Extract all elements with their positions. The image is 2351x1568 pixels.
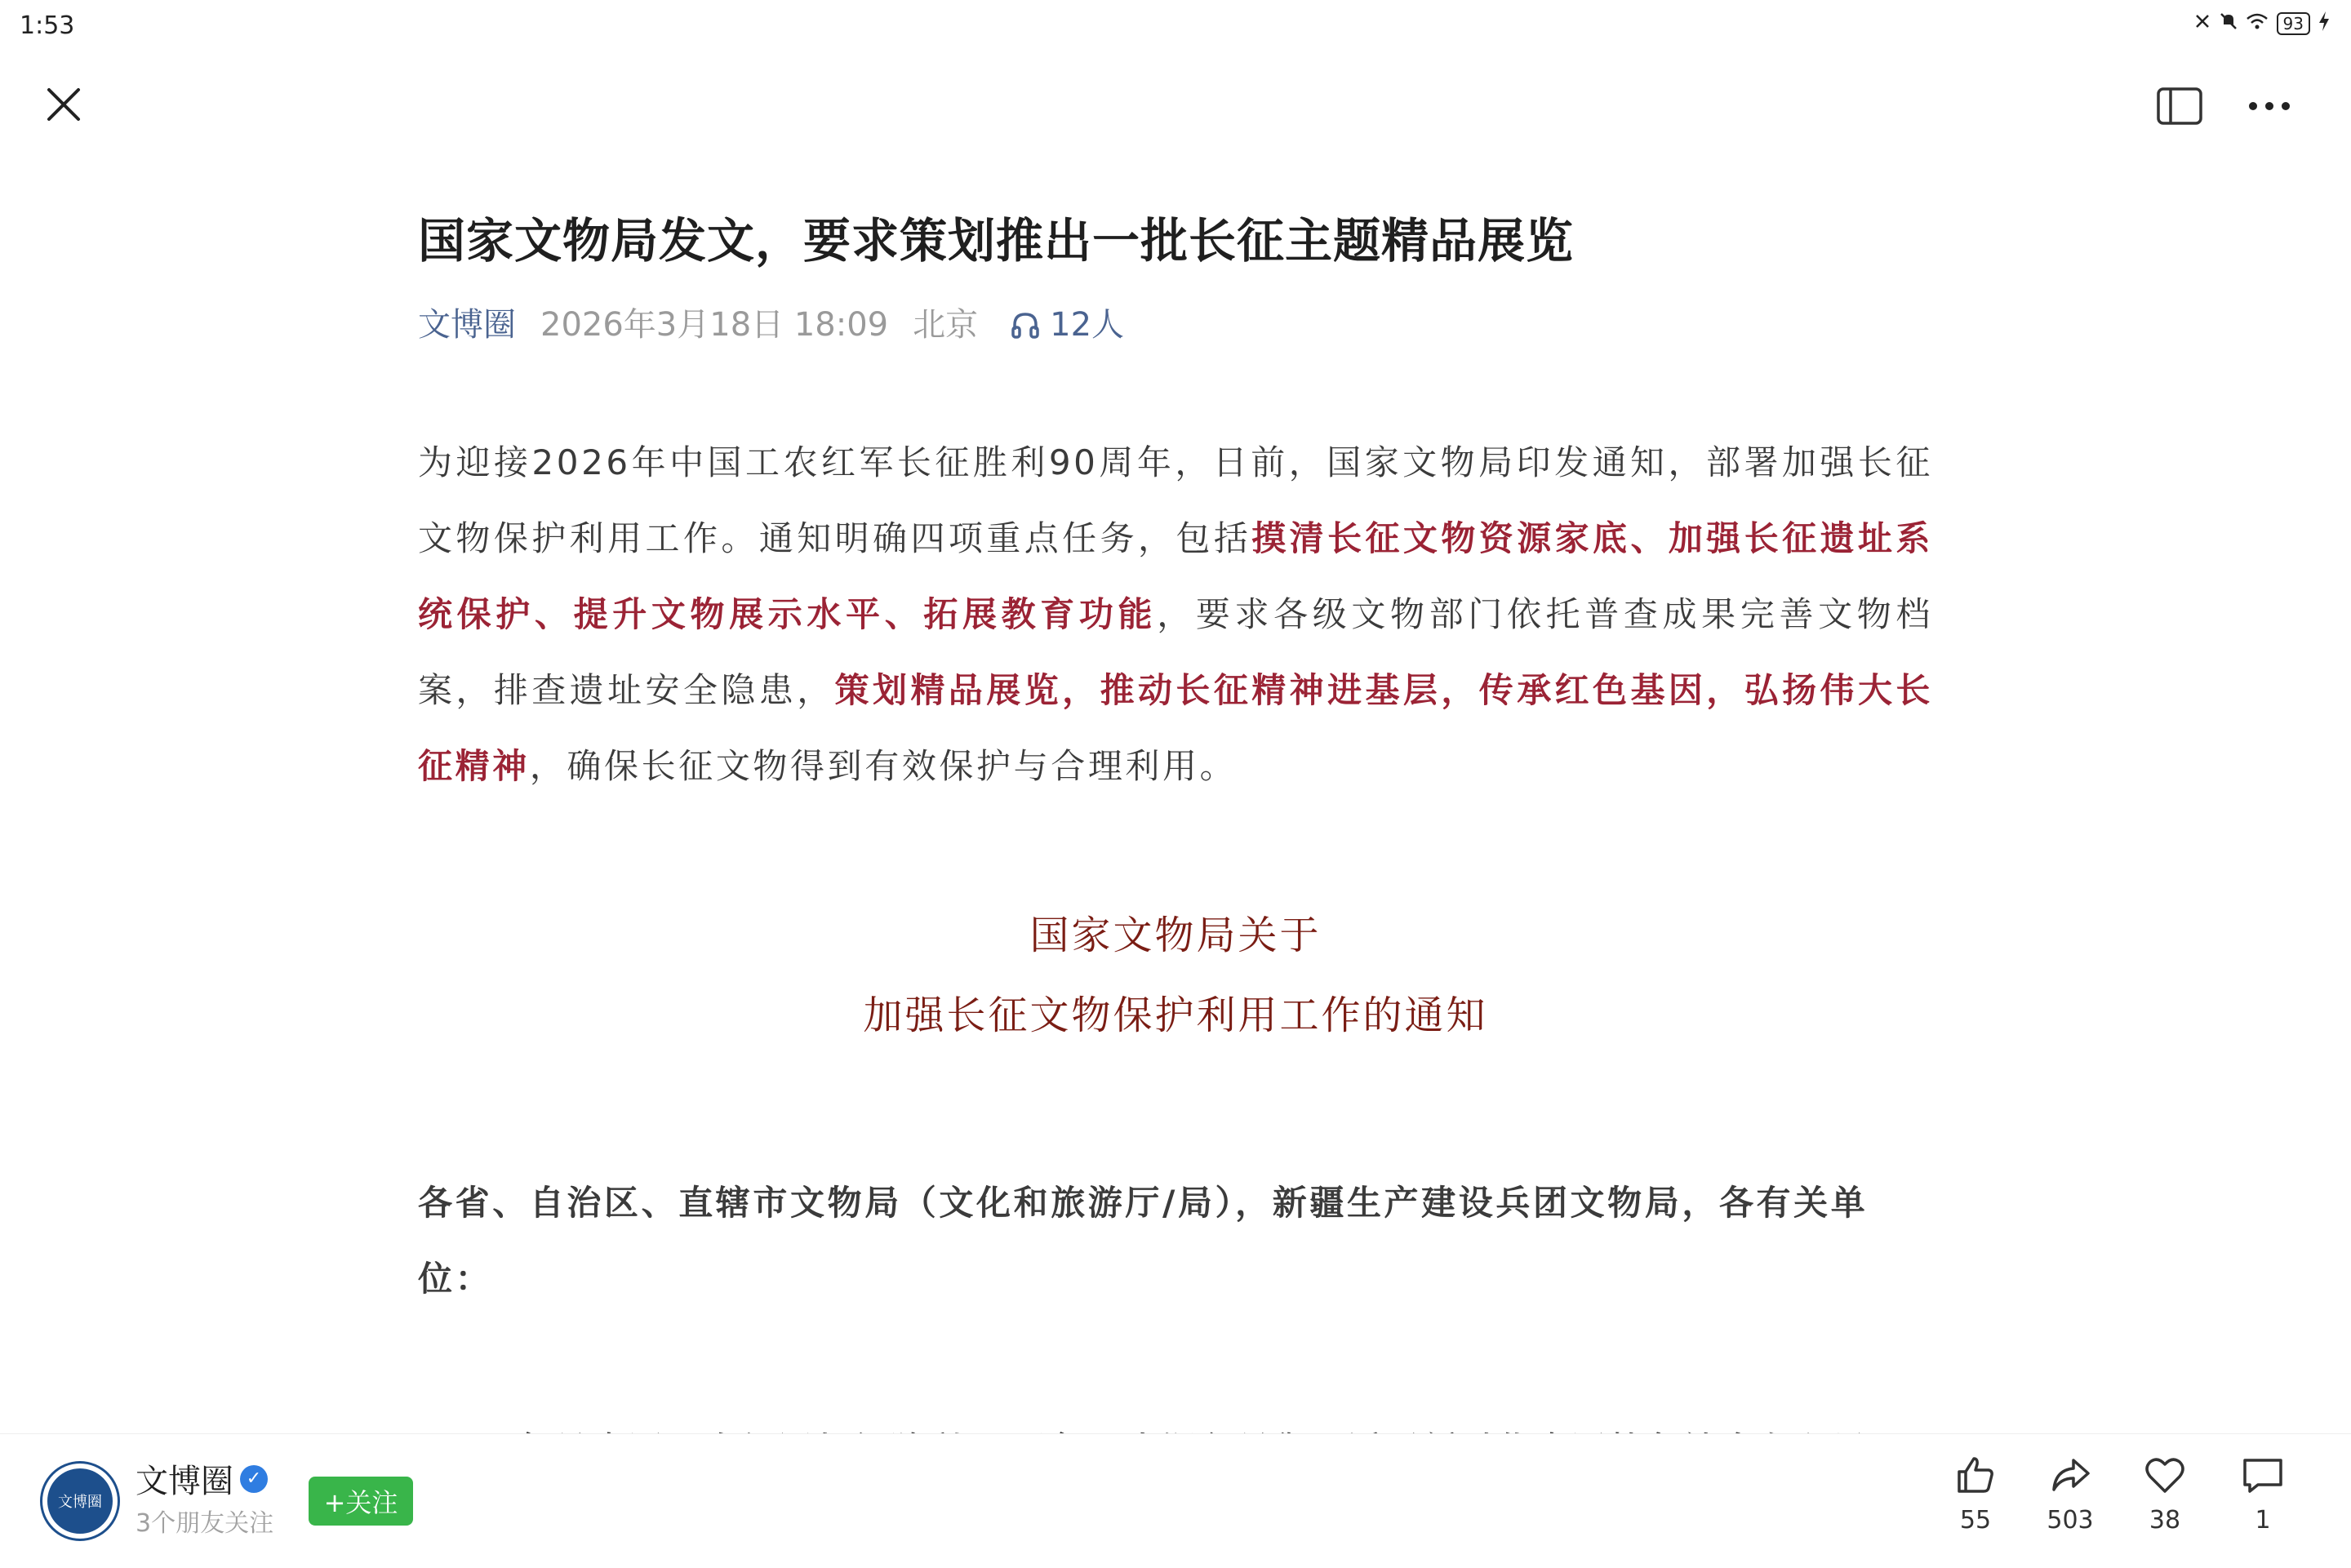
notice-title-line-2: 加强长征文物保护利用工作的通知 xyxy=(863,993,1488,1038)
sidebar-icon xyxy=(2155,85,2204,127)
share-arrow-icon xyxy=(2047,1452,2093,1498)
article xyxy=(418,204,1933,1563)
bottom-bar xyxy=(0,1433,2351,1568)
status-icons xyxy=(2193,11,2330,36)
headphones-icon xyxy=(1009,309,1042,341)
comment-icon xyxy=(2240,1452,2286,1498)
notice-addressee: 各省、自治区、直辖市文物局（文化和旅游厅/局），新疆生产建设兵团文物局，各有关单位： xyxy=(418,1183,1869,1299)
intro-text-1: 为迎接2026年中国工农红军长征胜利90周年，日前，国家文物局印发通知，部署加强长征文物保护利用工作。通知明确四项重点任务，包括 xyxy=(418,442,1933,558)
publish-location: 北京 xyxy=(913,306,979,344)
battery-indicator: 93 xyxy=(2277,12,2310,35)
intro-highlight-2: 策划精品展览，推动长征精神进基层，传承红色基因，弘扬伟大长征精神 xyxy=(418,670,1933,786)
intro-paragraph xyxy=(418,424,1933,804)
like-button[interactable] xyxy=(1935,1452,2016,1535)
comment-count: 1 xyxy=(2255,1506,2271,1535)
notice-title-line-1: 国家文物局关于 xyxy=(1029,913,1322,958)
heart-icon xyxy=(2142,1452,2188,1498)
follow-button[interactable]: +关注 xyxy=(309,1477,413,1526)
wifi-icon xyxy=(2246,12,2269,35)
close-icon xyxy=(41,82,87,127)
intro-highlight-1: 摸清长征文物资源家底、加强长征遗址系统保护、提升文物展示水平、拓展教育功能 xyxy=(418,518,1933,634)
more-icon xyxy=(2243,85,2295,127)
account-avatar[interactable]: 文博圈 xyxy=(42,1464,118,1539)
account-followers: 3个朋友关注 xyxy=(136,1509,274,1538)
account-name-row[interactable] xyxy=(136,1455,268,1502)
thumbs-up-icon xyxy=(1953,1452,1998,1498)
charging-icon xyxy=(2318,11,2330,36)
share-button[interactable] xyxy=(2029,1452,2111,1535)
intro-text-3: ，确保长征文物得到有效保护与合理利用。 xyxy=(529,746,1238,786)
comment-button[interactable] xyxy=(2222,1452,2304,1535)
favorite-button[interactable] xyxy=(2124,1452,2206,1535)
listen-count[interactable] xyxy=(1009,300,1124,349)
favorite-count: 38 xyxy=(2149,1506,2181,1535)
article-meta xyxy=(418,300,1933,349)
listen-count-label: 12人 xyxy=(1050,306,1125,344)
status-bar xyxy=(0,0,2351,52)
intro-text-2: ，要求各级文物部门依托普查成果完善文物档案，排查遗址安全隐患， xyxy=(418,594,1933,710)
mute-icon xyxy=(2220,12,2238,35)
notice-title xyxy=(418,895,1933,1055)
sidebar-toggle-button[interactable] xyxy=(2155,85,2204,127)
account-name: 文博圈 xyxy=(136,1463,233,1500)
share-count: 503 xyxy=(2047,1506,2094,1535)
author-link[interactable]: 文博圈 xyxy=(418,306,516,344)
publish-date: 2026年3月18日 18:09 xyxy=(540,306,889,344)
nfc-icon xyxy=(2193,12,2211,35)
verified-icon: ✓ xyxy=(240,1465,268,1493)
more-options-button[interactable] xyxy=(2243,85,2295,127)
status-time: 1:53 xyxy=(20,11,75,40)
like-count: 55 xyxy=(1959,1506,1992,1535)
article-title: 国家文物局发文，要求策划推出一批长征主题精品展览 xyxy=(418,213,1575,269)
close-button[interactable] xyxy=(41,82,87,127)
